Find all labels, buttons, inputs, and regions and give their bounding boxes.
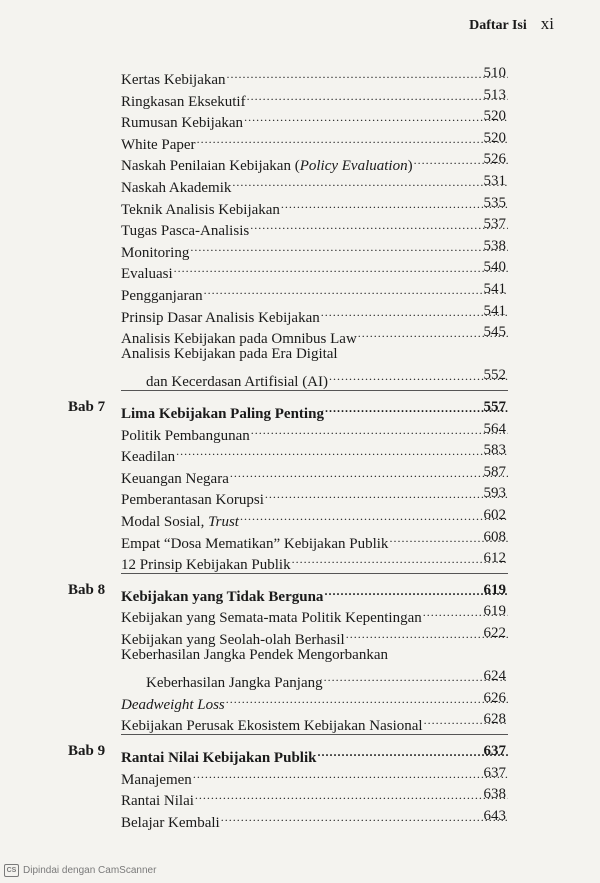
page-ref: 622 bbox=[483, 625, 506, 641]
dot-leader bbox=[193, 762, 508, 784]
dot-leader bbox=[195, 783, 508, 805]
entry-text: 12 Prinsip Kebijakan Publik bbox=[121, 557, 291, 574]
entry-text: Rantai Nilai Kebijakan Publik bbox=[121, 750, 317, 766]
toc-row bbox=[0, 84, 600, 110]
page-ref: 612 bbox=[483, 550, 506, 567]
entry-text: Empat “Dosa Mematikan” Kebijakan Publik bbox=[121, 535, 389, 552]
entry-text: Keberhasilan Jangka Pendek Mengorbankan bbox=[121, 646, 388, 663]
dot-leader bbox=[244, 105, 508, 127]
entry-text: Pemberantasan Korupsi bbox=[121, 492, 264, 509]
page-ref: 557 bbox=[483, 399, 506, 415]
entry-text: Naskah Akademik bbox=[121, 180, 232, 196]
toc-row bbox=[0, 622, 600, 648]
page-ref: 626 bbox=[483, 689, 506, 706]
page-ref: 513 bbox=[483, 86, 506, 103]
toc-row bbox=[0, 644, 600, 666]
section-divider bbox=[121, 573, 508, 574]
toc-entry bbox=[121, 343, 508, 365]
toc-entry bbox=[121, 708, 508, 737]
page-ref: 510 bbox=[483, 65, 506, 81]
toc-entry bbox=[146, 364, 508, 393]
dot-leader bbox=[247, 84, 508, 106]
entry-text: Rantai Nilai bbox=[121, 793, 194, 810]
page-ref: 638 bbox=[483, 786, 506, 803]
entry-title bbox=[121, 812, 220, 834]
entry-text: Evaluasi bbox=[121, 266, 173, 283]
entry-text: Kebijakan yang Semata-mata Politik Kepentingan bbox=[121, 610, 422, 627]
entry-text: Ringkasan Eksekutif bbox=[121, 93, 246, 110]
dot-leader bbox=[204, 278, 508, 300]
entry-text: White Paper bbox=[121, 136, 196, 153]
page-ref: 593 bbox=[483, 485, 506, 502]
running-header bbox=[469, 14, 554, 34]
chapter-row bbox=[0, 740, 600, 766]
toc-row bbox=[0, 300, 600, 326]
dot-leader bbox=[230, 461, 508, 483]
watermark-text: Dipindai dengan CamScanner bbox=[23, 865, 157, 876]
entry-text: Politik Pembangunan bbox=[121, 427, 250, 444]
toc-row bbox=[0, 783, 600, 810]
page-ref: 552 bbox=[483, 367, 506, 384]
toc-row bbox=[0, 278, 600, 304]
page-ref: 628 bbox=[483, 711, 506, 728]
camscanner-icon: CS bbox=[4, 864, 19, 877]
entry-italic-text: Deadweight Loss bbox=[121, 696, 225, 713]
page-ref: 541 bbox=[483, 281, 506, 297]
dot-leader bbox=[221, 805, 508, 827]
page-ref: 531 bbox=[483, 173, 506, 189]
page-ref: 619 bbox=[483, 603, 506, 620]
chapter-row bbox=[0, 396, 600, 422]
toc-row bbox=[0, 482, 600, 509]
page-ref: 637 bbox=[483, 764, 506, 781]
toc-entry bbox=[121, 547, 508, 576]
chapter-number: Bab 7 bbox=[68, 399, 106, 415]
entry-text: Tugas Pasca-Analisis bbox=[121, 223, 250, 240]
page-number: xi bbox=[540, 14, 554, 33]
toc-row bbox=[0, 127, 600, 153]
entry-suffix: ) bbox=[407, 158, 413, 175]
toc-row bbox=[0, 321, 600, 348]
entry-text: Naskah Penilaian Kebijakan ( bbox=[121, 158, 300, 175]
toc-row bbox=[0, 105, 600, 132]
dot-leader bbox=[174, 256, 508, 278]
entry-text: Keadilan bbox=[121, 449, 176, 466]
chapter-row bbox=[0, 579, 600, 605]
toc-row bbox=[0, 364, 600, 391]
page-ref: 520 bbox=[483, 108, 506, 125]
toc-row bbox=[0, 665, 600, 692]
entry-italic-text: Trust bbox=[208, 514, 239, 530]
page-ref: 608 bbox=[483, 528, 506, 545]
page-ref: 541 bbox=[483, 302, 506, 319]
page-ref: 564 bbox=[483, 420, 506, 437]
entry-text: Keberhasilan Jangka Panjang bbox=[146, 675, 323, 692]
chapter-number: Bab 8 bbox=[68, 581, 106, 598]
toc-row bbox=[0, 461, 600, 487]
entry-text: Kebijakan yang Seolah-olah Berhasil bbox=[121, 632, 345, 648]
entry-text: Manajemen bbox=[121, 771, 192, 788]
toc-row bbox=[0, 343, 600, 365]
dot-leader bbox=[232, 170, 508, 192]
dot-leader bbox=[176, 439, 508, 461]
entry-text: Rumusan Kebijakan bbox=[121, 115, 244, 132]
dot-leader bbox=[197, 127, 508, 149]
dot-leader bbox=[250, 213, 508, 235]
page-ref: 643 bbox=[483, 807, 506, 824]
toc-row bbox=[0, 439, 600, 466]
section-divider bbox=[121, 390, 508, 391]
page-ref: 624 bbox=[483, 668, 506, 685]
toc-row bbox=[0, 547, 600, 574]
toc-row bbox=[0, 418, 600, 444]
entry-text: Lima Kebijakan Paling Penting bbox=[121, 406, 324, 422]
toc-row bbox=[0, 235, 600, 261]
toc-row bbox=[0, 504, 600, 530]
page-ref: 637 bbox=[483, 743, 506, 759]
page-ref: 538 bbox=[483, 237, 506, 254]
page-ref: 587 bbox=[483, 463, 506, 480]
toc-row bbox=[0, 148, 600, 175]
toc-row bbox=[0, 526, 600, 552]
entry-title bbox=[121, 343, 338, 365]
scanner-watermark bbox=[4, 864, 156, 877]
dot-leader bbox=[251, 418, 508, 440]
toc-row bbox=[0, 192, 600, 218]
toc-row bbox=[0, 687, 600, 713]
page-ref: 619 bbox=[483, 581, 506, 598]
entry-text: Kertas Kebijakan bbox=[121, 72, 226, 88]
dot-leader bbox=[190, 235, 508, 257]
page-ref: 583 bbox=[483, 442, 506, 459]
toc-row bbox=[0, 762, 600, 788]
toc-row bbox=[0, 805, 600, 831]
page-ref: 602 bbox=[483, 507, 506, 523]
toc-entry bbox=[121, 644, 508, 666]
entry-title bbox=[121, 644, 388, 666]
entry-text: Kebijakan yang Tidak Berguna bbox=[121, 588, 324, 605]
toc-row bbox=[0, 170, 600, 196]
section-title: Daftar Isi bbox=[469, 18, 527, 33]
toc-row bbox=[0, 256, 600, 283]
entry-text: Belajar Kembali bbox=[121, 814, 220, 831]
toc-entry bbox=[121, 805, 508, 834]
page-ref: 526 bbox=[483, 151, 506, 168]
dot-leader bbox=[240, 504, 508, 526]
entry-text: Keuangan Negara bbox=[121, 470, 229, 487]
entry-text: Teknik Analisis Kebijakan bbox=[121, 201, 280, 218]
chapter-number: Bab 9 bbox=[68, 743, 106, 759]
entry-text: dan Kecerdasan Artifisial (AI) bbox=[146, 374, 329, 391]
section-divider bbox=[121, 734, 508, 735]
page-ref: 537 bbox=[483, 216, 506, 233]
dot-leader bbox=[227, 62, 508, 84]
entry-text: Analisis Kebijakan pada Omnibus Law bbox=[121, 331, 357, 348]
page-ref: 540 bbox=[483, 259, 506, 276]
entry-text: Kebijakan Perusak Ekosistem Kebijakan Nasional bbox=[121, 718, 423, 735]
page-ref: 545 bbox=[483, 324, 506, 341]
entry-text: Monitoring bbox=[121, 244, 190, 261]
dot-leader bbox=[226, 687, 508, 709]
page-ref: 535 bbox=[483, 194, 506, 211]
entry-italic-text: Policy Evaluation bbox=[299, 158, 408, 175]
page-ref: 520 bbox=[483, 129, 506, 146]
toc-row bbox=[0, 62, 600, 88]
entry-text: Prinsip Dasar Analisis Kebijakan bbox=[121, 309, 320, 326]
toc-row bbox=[0, 600, 600, 627]
entry-text: Modal Sosial, bbox=[121, 514, 209, 530]
entry-text: Pengganjaran bbox=[121, 288, 203, 304]
entry-text: Analisis Kebijakan pada Era Digital bbox=[121, 345, 338, 362]
toc-row bbox=[0, 213, 600, 240]
toc-row bbox=[0, 708, 600, 735]
